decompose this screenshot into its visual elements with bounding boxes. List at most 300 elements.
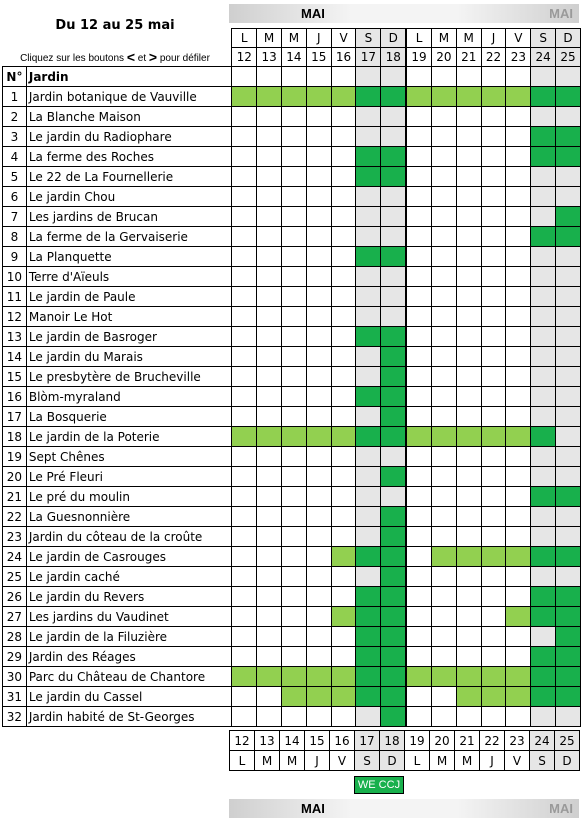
garden-row (3, 667, 581, 687)
closed-day-cell (406, 487, 431, 507)
closed-day-cell (232, 647, 257, 667)
closed-day-cell (456, 247, 481, 267)
open-day-cell (531, 87, 556, 107)
closed-day-cell (431, 347, 456, 367)
garden-row (3, 307, 581, 327)
garden-name[interactable]: Le 22 de La Fournellerie (26, 167, 231, 187)
empty-header-cell (381, 67, 406, 87)
day-letter-cell: S (531, 29, 556, 48)
garden-name[interactable]: Le presbytère de Brucheville (26, 367, 231, 387)
open-day-cell (381, 707, 406, 727)
day-number-cell: 19 (406, 48, 431, 67)
closed-day-cell (456, 307, 481, 327)
closed-day-cell (257, 307, 282, 327)
closed-day-cell (456, 227, 481, 247)
bottom-day-number-cell: 25 (555, 731, 580, 751)
bottom-day-header (229, 730, 580, 771)
garden-number: 6 (3, 187, 27, 207)
closed-day-cell (356, 447, 381, 467)
open-day-cell (331, 87, 356, 107)
garden-row (3, 567, 581, 587)
closed-day-cell (506, 527, 531, 547)
closed-day-cell (282, 587, 307, 607)
closed-day-cell (306, 307, 331, 327)
garden-name[interactable]: Le jardin de la Filuzière (26, 627, 231, 647)
garden-name[interactable]: Manoir Le Hot (26, 307, 231, 327)
day-letter-cell: M (257, 29, 282, 48)
closed-day-cell (306, 467, 331, 487)
closed-day-cell (406, 267, 431, 287)
garden-name[interactable]: Le jardin de Basroger (26, 327, 231, 347)
instruction-text-before: Cliquez sur les boutons (20, 53, 125, 64)
closed-day-cell (257, 567, 282, 587)
garden-number: 11 (3, 287, 27, 307)
open-day-cell (381, 587, 406, 607)
garden-name[interactable]: La ferme de la Gervaiserie (26, 227, 231, 247)
closed-day-cell (506, 147, 531, 167)
month-current-label: MAI (301, 6, 325, 21)
open-day-cell (556, 647, 581, 667)
closed-day-cell (431, 307, 456, 327)
closed-day-cell (257, 447, 282, 467)
open-day-cell (531, 647, 556, 667)
garden-number: 21 (3, 487, 27, 507)
day-letter-cell: J (306, 29, 331, 48)
garden-name[interactable]: Les jardins du Vaudinet (26, 607, 231, 627)
bottom-day-number-cell: 13 (255, 731, 280, 751)
closed-day-cell (306, 247, 331, 267)
garden-name[interactable]: Le jardin du Cassel (26, 687, 231, 707)
empty-header-cell (331, 67, 356, 87)
closed-day-cell (506, 627, 531, 647)
closed-day-cell (232, 327, 257, 347)
closed-day-cell (406, 587, 431, 607)
closed-day-cell (556, 707, 581, 727)
closed-day-cell (456, 167, 481, 187)
closed-day-cell (306, 187, 331, 207)
empty-header-cell (306, 67, 331, 87)
closed-day-cell (356, 207, 381, 227)
open-day-cell (381, 647, 406, 667)
garden-row (3, 447, 581, 467)
garden-name[interactable]: Le jardin du Radiophare (26, 127, 231, 147)
garden-name[interactable]: Jardin des Réages (26, 647, 231, 667)
garden-row (3, 607, 581, 627)
closed-day-cell (456, 487, 481, 507)
closed-day-cell (257, 347, 282, 367)
garden-row (3, 267, 581, 287)
garden-name[interactable]: La Guesnonnière (26, 507, 231, 527)
closed-day-cell (481, 347, 506, 367)
garden-name[interactable]: Le jardin Chou (26, 187, 231, 207)
closed-day-cell (331, 147, 356, 167)
closed-day-cell (506, 367, 531, 387)
garden-name[interactable]: La Planquette (26, 247, 231, 267)
closed-day-cell (481, 607, 506, 627)
closed-day-cell (257, 647, 282, 667)
garden-name[interactable]: La ferme des Roches (26, 147, 231, 167)
closed-day-cell (431, 267, 456, 287)
garden-name[interactable]: Terre d'Aïeuls (26, 267, 231, 287)
closed-day-cell (257, 167, 282, 187)
closed-day-cell (282, 107, 307, 127)
closed-day-cell (431, 387, 456, 407)
closed-day-cell (556, 567, 581, 587)
closed-day-cell (306, 387, 331, 407)
closed-day-cell (531, 707, 556, 727)
open-day-cell (556, 627, 581, 647)
month-bar-bottom[interactable] (229, 799, 579, 818)
closed-day-cell (306, 567, 331, 587)
closed-day-cell (531, 307, 556, 327)
open-day-cell (356, 247, 381, 267)
closed-day-cell (406, 167, 431, 187)
closed-day-cell (456, 627, 481, 647)
closed-day-cell (481, 187, 506, 207)
open-day-cell (456, 87, 481, 107)
garden-number: 18 (3, 427, 27, 447)
closed-day-cell (257, 407, 282, 427)
open-day-cell (431, 667, 456, 687)
open-day-cell (481, 547, 506, 567)
closed-day-cell (431, 687, 456, 707)
closed-day-cell (356, 567, 381, 587)
open-day-cell (356, 387, 381, 407)
closed-day-cell (456, 327, 481, 347)
closed-day-cell (531, 107, 556, 127)
closed-day-cell (257, 207, 282, 227)
garden-number: 5 (3, 167, 27, 187)
closed-day-cell (531, 167, 556, 187)
legend-we-ccj: WE CCJ (354, 776, 404, 794)
garden-row (3, 387, 581, 407)
closed-day-cell (282, 647, 307, 667)
open-day-cell (556, 587, 581, 607)
open-day-cell (506, 607, 531, 627)
closed-day-cell (257, 527, 282, 547)
garden-number: 24 (3, 547, 27, 567)
garden-row (3, 587, 581, 607)
closed-day-cell (381, 207, 406, 227)
closed-day-cell (531, 187, 556, 207)
bottom-day-number-cell: 23 (505, 731, 530, 751)
closed-day-cell (406, 307, 431, 327)
closed-day-cell (481, 127, 506, 147)
garden-name[interactable]: Le jardin de Casrouges (26, 547, 231, 567)
closed-day-cell (481, 327, 506, 347)
closed-day-cell (381, 487, 406, 507)
closed-day-cell (356, 267, 381, 287)
closed-day-cell (531, 627, 556, 647)
closed-day-cell (331, 207, 356, 227)
day-number-cell: 20 (431, 48, 456, 67)
closed-day-cell (282, 527, 307, 547)
closed-day-cell (381, 307, 406, 327)
bottom-day-letter-cell: J (305, 751, 330, 771)
open-day-cell (556, 607, 581, 627)
closed-day-cell (406, 187, 431, 207)
closed-day-cell (456, 147, 481, 167)
day-number-cell: 12 (232, 48, 257, 67)
closed-day-cell (257, 707, 282, 727)
garden-name[interactable]: Le Pré Fleuri (26, 467, 231, 487)
closed-day-cell (456, 407, 481, 427)
open-day-cell (531, 227, 556, 247)
instruction-text-after: pour défiler (159, 53, 210, 64)
closed-day-cell (531, 407, 556, 427)
open-day-cell (356, 547, 381, 567)
closed-day-cell (506, 107, 531, 127)
closed-day-cell (331, 447, 356, 467)
garden-row (3, 207, 581, 227)
period-title: Du 12 au 25 mai (55, 18, 175, 33)
garden-row (3, 527, 581, 547)
open-day-cell (331, 547, 356, 567)
open-day-cell (531, 667, 556, 687)
closed-day-cell (331, 307, 356, 327)
closed-day-cell (506, 307, 531, 327)
garden-name[interactable]: Le jardin caché (26, 567, 231, 587)
day-number-cell: 14 (282, 48, 307, 67)
open-day-cell (481, 667, 506, 687)
month-bar-top[interactable] (229, 4, 579, 23)
open-day-cell (356, 167, 381, 187)
closed-day-cell (556, 267, 581, 287)
garden-number: 17 (3, 407, 27, 427)
closed-day-cell (331, 127, 356, 147)
bottom-day-letter-cell: D (555, 751, 580, 771)
garden-number: 32 (3, 707, 27, 727)
garden-name[interactable]: Parc du Château de Chantore (26, 667, 231, 687)
closed-day-cell (306, 227, 331, 247)
open-day-cell (356, 627, 381, 647)
day-number-cell: 15 (306, 48, 331, 67)
closed-day-cell (381, 287, 406, 307)
closed-day-cell (506, 187, 531, 207)
closed-day-cell (431, 147, 456, 167)
bottom-day-letter-cell: M (255, 751, 280, 771)
bottom-day-number-cell: 20 (430, 731, 455, 751)
garden-name[interactable]: La Bosquerie (26, 407, 231, 427)
garden-number: 2 (3, 107, 27, 127)
closed-day-cell (232, 527, 257, 547)
closed-day-cell (232, 487, 257, 507)
open-day-cell (381, 87, 406, 107)
closed-day-cell (331, 627, 356, 647)
closed-day-cell (456, 387, 481, 407)
closed-day-cell (531, 287, 556, 307)
open-day-cell (381, 607, 406, 627)
closed-day-cell (556, 287, 581, 307)
closed-day-cell (406, 687, 431, 707)
closed-day-cell (356, 507, 381, 527)
closed-day-cell (331, 347, 356, 367)
closed-day-cell (481, 707, 506, 727)
closed-day-cell (431, 167, 456, 187)
open-day-cell (331, 607, 356, 627)
open-day-cell (381, 507, 406, 527)
closed-day-cell (531, 507, 556, 527)
open-day-cell (282, 427, 307, 447)
closed-day-cell (456, 647, 481, 667)
closed-day-cell (431, 287, 456, 307)
closed-day-cell (406, 147, 431, 167)
bottom-day-number-cell: 17 (355, 731, 380, 751)
bottom-day-letter-cell: D (380, 751, 405, 771)
closed-day-cell (331, 527, 356, 547)
garden-row (3, 707, 581, 727)
garden-number: 23 (3, 527, 27, 547)
closed-day-cell (431, 227, 456, 247)
garden-number: 26 (3, 587, 27, 607)
garden-name[interactable]: Le jardin du Marais (26, 347, 231, 367)
closed-day-cell (232, 187, 257, 207)
closed-day-cell (331, 647, 356, 667)
closed-day-cell (306, 407, 331, 427)
closed-day-cell (431, 587, 456, 607)
closed-day-cell (456, 187, 481, 207)
closed-day-cell (257, 247, 282, 267)
closed-day-cell (356, 467, 381, 487)
closed-day-cell (506, 287, 531, 307)
closed-day-cell (282, 127, 307, 147)
open-day-cell (556, 127, 581, 147)
closed-day-cell (481, 467, 506, 487)
closed-day-cell (381, 227, 406, 247)
garden-name[interactable]: Sept Chênes (26, 447, 231, 467)
bottom-day-letter-cell: L (405, 751, 430, 771)
closed-day-cell (232, 307, 257, 327)
closed-day-cell (556, 527, 581, 547)
garden-name[interactable]: Le jardin de la Poterie (26, 427, 231, 447)
garden-number: 7 (3, 207, 27, 227)
closed-day-cell (481, 207, 506, 227)
garden-number: 25 (3, 567, 27, 587)
open-day-cell (506, 547, 531, 567)
closed-day-cell (506, 467, 531, 487)
closed-day-cell (481, 147, 506, 167)
garden-row (3, 507, 581, 527)
closed-day-cell (481, 647, 506, 667)
closed-day-cell (331, 167, 356, 187)
column-header-garden: Jardin (26, 67, 231, 87)
closed-day-cell (531, 467, 556, 487)
bottom-day-letter-cell: M (430, 751, 455, 771)
open-day-cell (481, 687, 506, 707)
garden-name[interactable]: Les jardins de Brucan (26, 207, 231, 227)
garden-name[interactable]: Blòm-myraland (26, 387, 231, 407)
closed-day-cell (356, 227, 381, 247)
closed-day-cell (306, 327, 331, 347)
closed-day-cell (232, 167, 257, 187)
garden-row (3, 347, 581, 367)
open-day-cell (381, 527, 406, 547)
day-letter-cell: L (232, 29, 257, 48)
closed-day-cell (232, 567, 257, 587)
bottom-day-number-cell: 22 (480, 731, 505, 751)
garden-number: 1 (3, 87, 27, 107)
garden-row (3, 287, 581, 307)
closed-day-cell (282, 487, 307, 507)
garden-number: 12 (3, 307, 27, 327)
closed-day-cell (306, 487, 331, 507)
garden-name[interactable]: Jardin habité de St-Georges (26, 707, 231, 727)
garden-number: 20 (3, 467, 27, 487)
garden-number: 9 (3, 247, 27, 267)
garden-number: 16 (3, 387, 27, 407)
garden-name[interactable]: Jardin du côteau de la croûte (26, 527, 231, 547)
garden-name[interactable]: Jardin botanique de Vauville (26, 87, 231, 107)
garden-name[interactable]: La Blanche Maison (26, 107, 231, 127)
closed-day-cell (306, 167, 331, 187)
closed-day-cell (481, 307, 506, 327)
closed-day-cell (282, 367, 307, 387)
closed-day-cell (531, 327, 556, 347)
garden-name[interactable]: Le jardin du Revers (26, 587, 231, 607)
open-day-cell (381, 687, 406, 707)
garden-row (3, 187, 581, 207)
garden-name[interactable]: Le jardin de Paule (26, 287, 231, 307)
closed-day-cell (481, 387, 506, 407)
open-day-cell (431, 427, 456, 447)
column-header-number: N° (3, 67, 27, 87)
closed-day-cell (257, 107, 282, 127)
closed-day-cell (306, 287, 331, 307)
garden-row (3, 227, 581, 247)
closed-day-cell (406, 347, 431, 367)
closed-day-cell (431, 607, 456, 627)
closed-day-cell (232, 607, 257, 627)
day-letter-cell: M (431, 29, 456, 48)
closed-day-cell (431, 367, 456, 387)
closed-day-cell (456, 267, 481, 287)
closed-day-cell (257, 327, 282, 347)
closed-day-cell (531, 527, 556, 547)
garden-row (3, 687, 581, 707)
closed-day-cell (282, 327, 307, 347)
closed-day-cell (306, 267, 331, 287)
closed-day-cell (232, 627, 257, 647)
closed-day-cell (306, 527, 331, 547)
garden-row (3, 367, 581, 387)
closed-day-cell (257, 507, 282, 527)
closed-day-cell (456, 447, 481, 467)
garden-row (3, 127, 581, 147)
closed-day-cell (481, 587, 506, 607)
day-letter-cell: S (356, 29, 381, 48)
closed-day-cell (431, 627, 456, 647)
closed-day-cell (531, 387, 556, 407)
closed-day-cell (356, 527, 381, 547)
closed-day-cell (556, 447, 581, 467)
open-day-cell (381, 247, 406, 267)
closed-day-cell (356, 287, 381, 307)
closed-day-cell (431, 327, 456, 347)
closed-day-cell (331, 287, 356, 307)
garden-name[interactable]: Le pré du moulin (26, 487, 231, 507)
open-day-cell (381, 467, 406, 487)
closed-day-cell (556, 367, 581, 387)
garden-row (3, 147, 581, 167)
closed-day-cell (257, 607, 282, 627)
closed-day-cell (282, 607, 307, 627)
open-day-cell (331, 687, 356, 707)
closed-day-cell (406, 107, 431, 127)
closed-day-cell (232, 207, 257, 227)
empty-header-cell (481, 67, 506, 87)
open-day-cell (257, 667, 282, 687)
bottom-day-number-cell: 19 (405, 731, 430, 751)
